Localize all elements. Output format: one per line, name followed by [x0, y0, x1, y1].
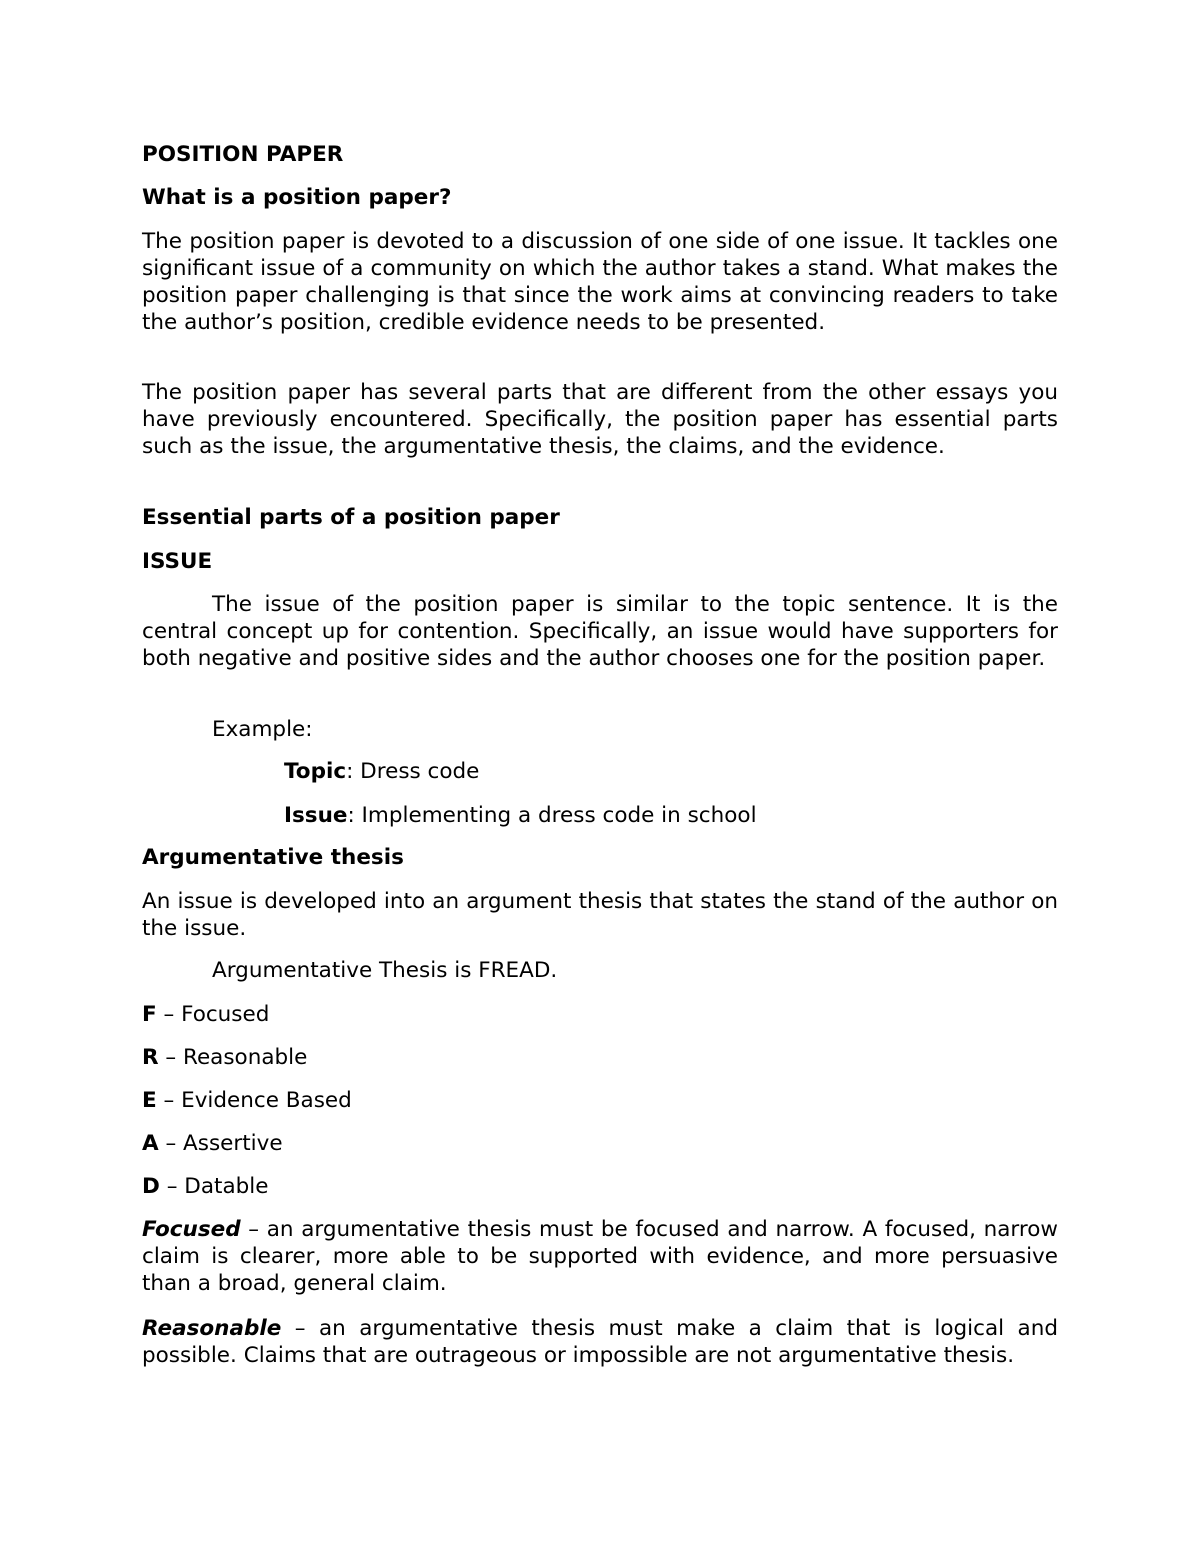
issue-paragraph: The issue of the position paper is similar to the topic sentence. It is the central concept up for contention. Specifically, an issue would have supporters for both negative and positive sides and the author chooses one for the position paper. — [142, 592, 1058, 671]
document-title: POSITION PAPER — [142, 142, 344, 167]
fread-letter: E — [142, 1088, 157, 1113]
thesis-heading: Argumentative thesis — [142, 845, 404, 870]
fread-text: – Evidence Based — [156, 1088, 352, 1113]
fread-item — [142, 1173, 1058, 1200]
fread-item — [142, 1130, 1058, 1157]
fread-line: Argumentative Thesis is FREAD. — [212, 958, 558, 983]
fread-text: – Reasonable — [158, 1045, 308, 1070]
fread-item — [142, 1044, 1058, 1071]
thesis-paragraph: An issue is developed into an argument thesis that states the stand of the author on the issue. — [142, 889, 1058, 941]
fread-item — [142, 1087, 1058, 1114]
definition-focused — [142, 1216, 1058, 1297]
fread-text: – Focused — [156, 1002, 270, 1027]
fread-letter: F — [142, 1002, 157, 1027]
issue-label: Issue — [284, 803, 348, 828]
issue-heading: ISSUE — [142, 549, 213, 574]
essential-parts-heading: Essential parts of a position paper — [142, 505, 560, 530]
section-question: What is a position paper? — [142, 185, 452, 210]
definition-text: – an argumentative thesis must be focused and narrow. A focused, narrow claim is clearer, more able to be supported with evidence, and more persuasive than a broad, general claim. — [142, 1217, 1058, 1296]
definition-term: Focused — [142, 1217, 241, 1242]
fread-text: – Assertive — [158, 1131, 283, 1156]
fread-letter: A — [142, 1131, 159, 1156]
intro-paragraph-1: The position paper is devoted to a discussion of one side of one issue. It tackles one significant issue of a community on which the author takes a stand. What makes the position paper challenging is that since the work aims at convincing readers to take the author’s position, credible evidence needs to be presented. — [142, 229, 1058, 335]
example-topic — [284, 758, 1058, 785]
definition-text: – an argumentative thesis must make a claim that is logical and possible. Claims that are outrageous or impossible are not argumentative thesis. — [142, 1316, 1058, 1368]
topic-value: : Dress code — [346, 759, 480, 784]
definition-term: Reasonable — [142, 1316, 282, 1341]
example-label: Example: — [212, 717, 313, 742]
fread-letter: R — [142, 1045, 159, 1070]
example-issue — [284, 802, 1058, 829]
fread-item — [142, 1001, 1058, 1028]
intro-paragraph-2: The position paper has several parts that are different from the other essays you have previously encountered. Specifically, the position paper has essential parts such as the issue, the argumentative thesis, the claims, and the evidence. — [142, 380, 1058, 459]
definition-reasonable — [142, 1315, 1058, 1369]
topic-label: Topic — [284, 759, 347, 784]
issue-value: : Implementing a dress code in school — [347, 803, 757, 828]
fread-letter: D — [142, 1174, 160, 1199]
fread-text: – Datable — [159, 1174, 269, 1199]
